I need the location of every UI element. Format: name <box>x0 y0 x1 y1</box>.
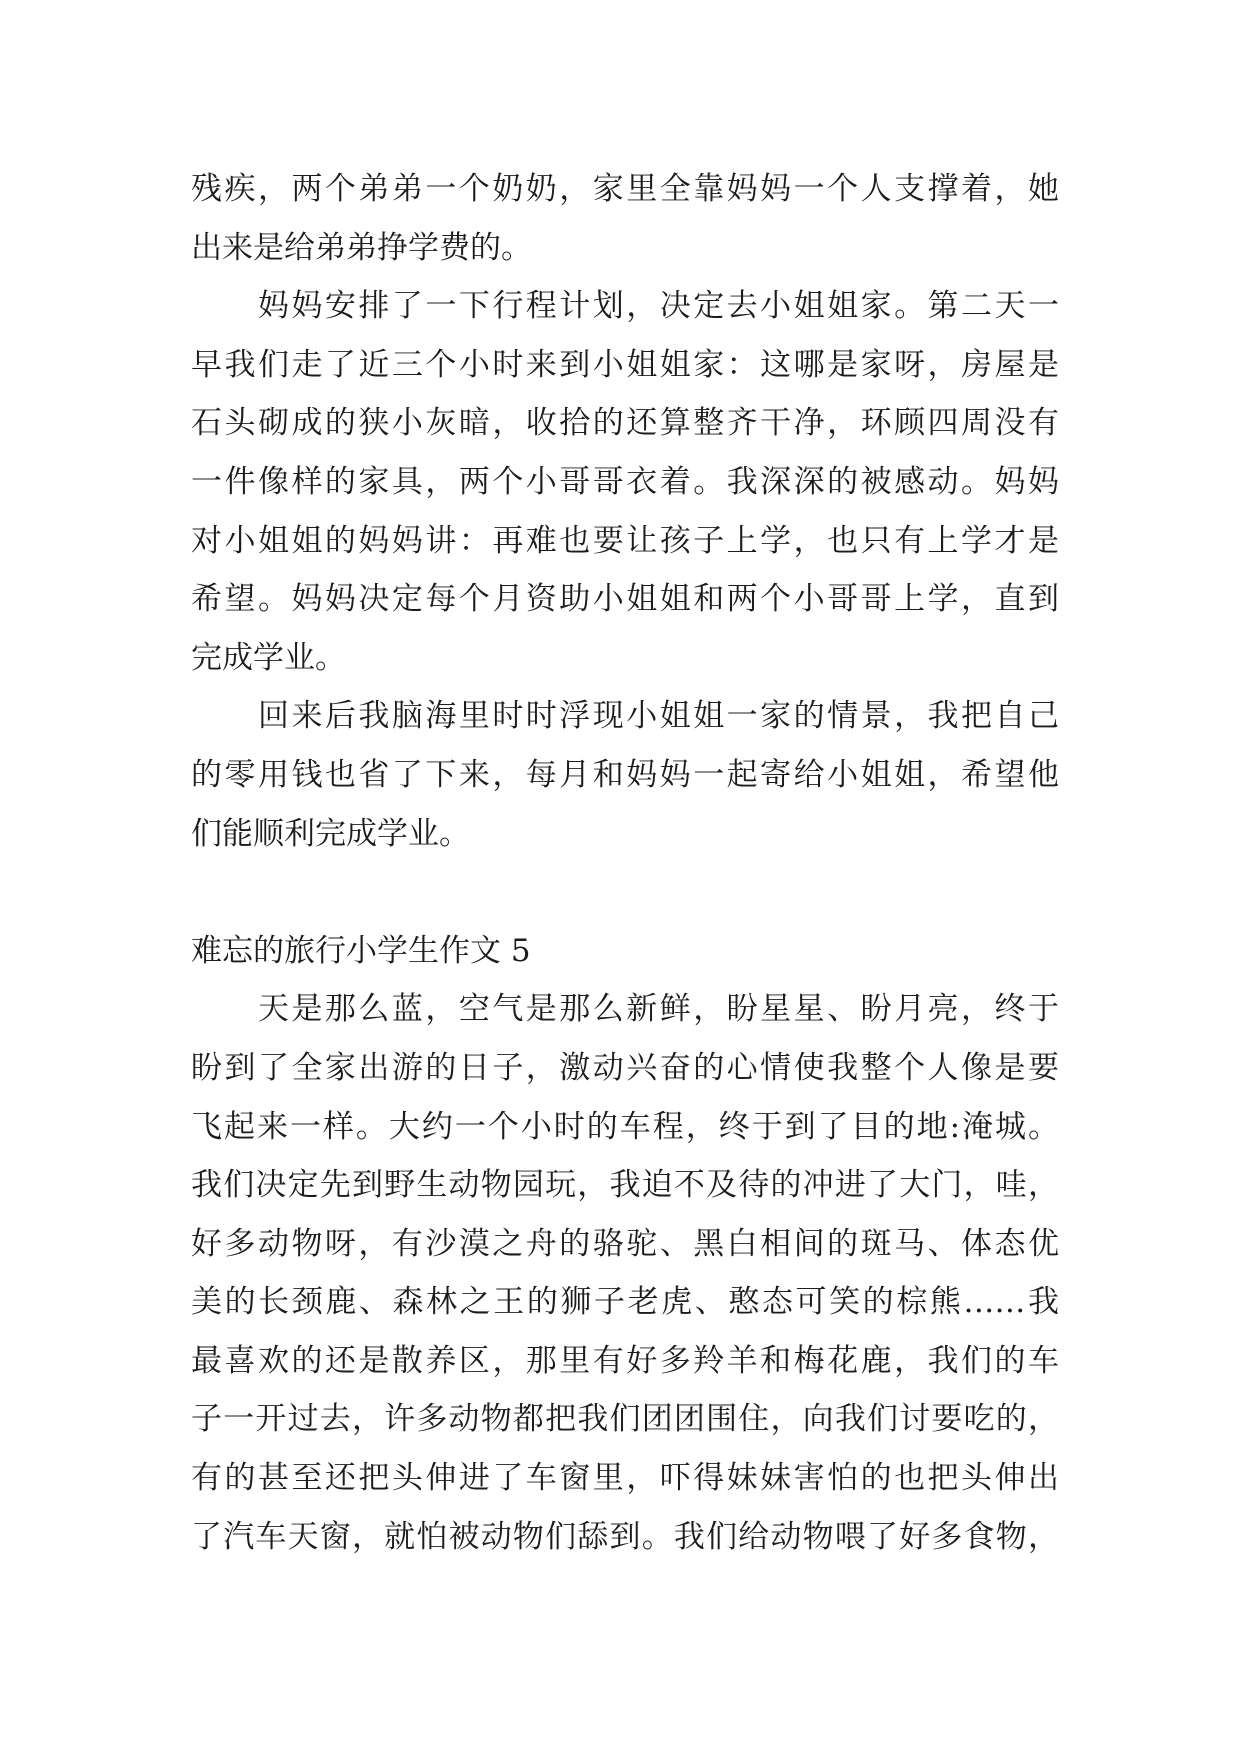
paragraph <box>191 160 1059 277</box>
paragraph <box>191 687 1059 863</box>
text-line: 子一开过去，许多动物都把我们团团围住，向我们讨要吃的， <box>191 1401 1059 1438</box>
text-line: 的零用钱也省了下来，每月和妈妈一起寄给小姐姐，希望他 <box>191 756 1059 793</box>
text-line: 盼到了全家出游的日子，激动兴奋的心情使我整个人像是要 <box>191 1049 1059 1086</box>
text-line: 早我们走了近三个小时来到小姐姐家：这哪是家呀，房屋是 <box>191 346 1059 383</box>
text-line: 妈妈安排了一下行程计划，决定去小姐姐家。第二天一 <box>191 288 1059 325</box>
text-line: 们能顺利完成学业。 <box>191 815 470 852</box>
text-line: 对小姐姐的妈妈讲：再难也要让孩子上学，也只有上学才是 <box>191 522 1059 559</box>
text-line: 飞起来一样。大约一个小时的车程，终于到了目的地:淹城。 <box>191 1108 1059 1145</box>
text-line: 天是那么蓝，空气是那么新鲜，盼星星、盼月亮，终于 <box>191 991 1059 1028</box>
text-line: 回来后我脑海里时时浮现小姐姐一家的情景，我把自己 <box>191 698 1059 735</box>
text-line: 一件像样的家具，两个小哥哥衣着。我深深的被感动。妈妈 <box>191 463 1059 500</box>
document-page <box>191 160 1059 1566</box>
text-line: 出来是给弟弟挣学费的。 <box>191 229 532 266</box>
text-line: 完成学业。 <box>191 639 346 676</box>
text-line: 希望。妈妈决定每个月资助小姐姐和两个小哥哥上学，直到 <box>191 581 1059 618</box>
text-line: 好多动物呀，有沙漠之舟的骆驼、黑白相间的斑马、体态优 <box>191 1225 1059 1262</box>
text-line: 残疾，两个弟弟一个奶奶，家里全靠妈妈一个人支撑着，她 <box>191 171 1059 207</box>
body-text-after <box>191 980 1059 1566</box>
body-text-before <box>191 160 1059 863</box>
text-line: 石头砌成的狭小灰暗，收拾的还算整齐干净，环顾四周没有 <box>191 405 1059 442</box>
paragraph <box>191 277 1059 687</box>
text-line: 美的长颈鹿、森林之王的狮子老虎、憨态可笑的棕熊……我 <box>191 1284 1059 1321</box>
text-line: 了汽车天窗，就怕被动物们舔到。我们给动物喂了好多食物， <box>191 1518 1059 1555</box>
section-heading: 难忘的旅行小学生作文 5 <box>191 932 531 969</box>
paragraph <box>191 980 1059 1566</box>
text-line: 最喜欢的还是散养区，那里有好多羚羊和梅花鹿，我们的车 <box>191 1342 1059 1379</box>
text-line: 有的甚至还把头伸进了车窗里，吓得妹妹害怕的也把头伸出 <box>191 1460 1059 1497</box>
text-line: 我们决定先到野生动物园玩，我迫不及待的冲进了大门，哇， <box>191 1167 1059 1204</box>
